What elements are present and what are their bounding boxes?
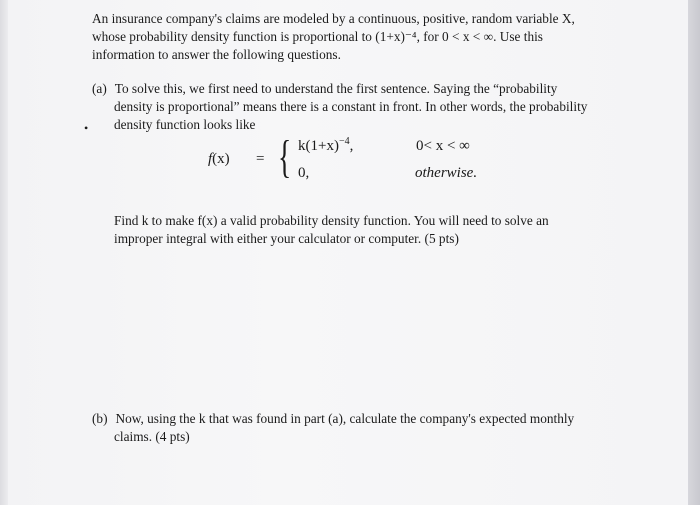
part-b-label: (b) [92, 411, 108, 426]
part-a-label: (a) [92, 81, 107, 96]
part-b-text [92, 410, 612, 446]
part-a-line-2: density is proportional” means there is a constant in front. In other words, the probability [114, 99, 588, 114]
find-k-line-2: improper integral with either your calculator or computer. (5 pts) [114, 231, 459, 246]
intro-line-1: An insurance company's claims are modeled by a continuous, positive, random variable X, [92, 11, 575, 26]
case-1-expression: $k(1+x)^{-4}$, [298, 136, 354, 154]
find-k-line-1: Find k to make f(x) a valid probability density function. You will need to solve an [114, 213, 549, 228]
case-2-condition: otherwise. [415, 165, 478, 181]
left-edge-strip [0, 0, 8, 505]
case-2-expression: 0, [298, 165, 310, 181]
right-edge-strip [688, 0, 700, 505]
part-b-line-2: claims. (4 pts) [114, 429, 190, 444]
part-a-line-1: (a) To solve this, we first need to understand the first sentence. Saying the “probability [92, 81, 558, 96]
find-k-instruction [114, 212, 614, 248]
bullet-mark: • [84, 121, 89, 135]
piecewise-density-equation [208, 131, 518, 190]
equals-sign: = [256, 151, 265, 167]
part-a-text [92, 80, 622, 134]
problem-intro [92, 10, 622, 64]
left-brace: { [278, 131, 292, 182]
case-1-condition: 0< x < ∞ [416, 138, 470, 154]
part-b-line-1: (b) Now, using the k that was found in part (a), calculate the company's expected monthly [92, 411, 575, 426]
equation-lhs: f(x) [208, 151, 230, 167]
intro-line-3: information to answer the following questions. [92, 47, 341, 62]
intro-line-2: whose probability density function is proportional to (1+x)⁻⁴, for 0 < x < ∞. Use this [92, 29, 543, 44]
part-a-line-3: density function looks like [114, 117, 256, 132]
